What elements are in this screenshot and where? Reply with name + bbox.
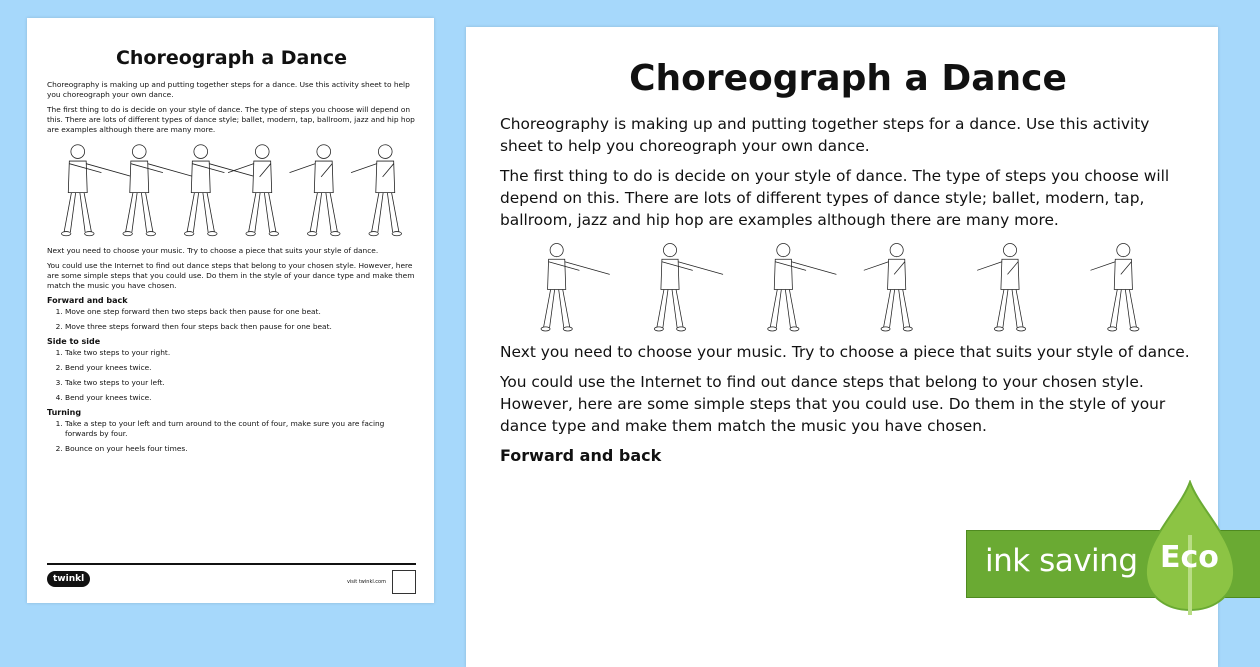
visit-link[interactable]: visit twinkl.com: [346, 579, 386, 585]
step-item: 2. Bend your knees twice.: [65, 363, 416, 373]
thumbnail-page: [27, 18, 434, 603]
twinkl-logo[interactable]: twinkl: [47, 571, 90, 587]
page-title-large: Choreograph a Dance: [629, 58, 1067, 99]
dancer-figure: [61, 145, 133, 236]
dancer-figure: [977, 244, 1026, 331]
section-heading: Forward and back: [47, 296, 128, 305]
dancer-figure: [654, 244, 723, 331]
dancers-illustration: [47, 140, 416, 240]
dancers-illustration-large: [500, 239, 1180, 335]
intro-text: Choreography is making up and putting together steps for a dance. Use this activity sheet to help you choreograph your own dance.: [47, 80, 410, 99]
music-text: Next you need to choose your music. Try to choose a piece that suits your style of dance.: [47, 246, 379, 255]
dancer-figure: [228, 145, 279, 236]
step-item: 4. Bend your knees twice.: [65, 393, 416, 403]
step-item: 1. Take two steps to your right.: [65, 348, 416, 358]
page-title: Choreograph a Dance: [115, 47, 348, 69]
dancer-figure: [351, 145, 402, 236]
section-heading: Turning: [47, 408, 82, 417]
step-item: 3. Take two steps to your left.: [65, 378, 416, 388]
dancer-figure: [1090, 244, 1139, 331]
step-item: 1. Move one step forward then two steps back then pause for one beat.: [65, 307, 416, 317]
page-body-large: [500, 57, 1196, 467]
step-item: 2. Bounce on your heels four times.: [65, 444, 416, 454]
style-text-large: The first thing to do is decide on your style of dance. The type of steps you choose will depend on this. There are lots of different types of dance style; ballet, modern, tap, ballroom, jazz and hip hop are examples although there are many more.: [500, 167, 1170, 229]
internet-text: You could use the Internet to find out dance steps that belong to your chosen style. However, here are some simple steps that you could use. Do them in the style of your dance type and make them match the music you have chosen.: [47, 261, 415, 290]
dancer-figure: [768, 244, 837, 331]
internet-text-large: You could use the Internet to find out dance steps that belong to your chosen style. However, here are some simple steps that you could use. Do them in the style of your dance type and make them match the music you have chosen.: [500, 373, 1166, 435]
dancer-figure: [184, 145, 256, 236]
steps-list: [47, 348, 416, 403]
steps-list: [47, 307, 416, 332]
page-body: [47, 46, 416, 459]
dancer-figure: [290, 145, 341, 236]
dancer-figure: [864, 244, 913, 331]
step-item: 2. Move three steps forward then four steps back then pause for one beat.: [65, 322, 416, 332]
section-heading: Side to side: [47, 337, 101, 346]
steps-list: [47, 419, 416, 454]
section-heading-large: Forward and back: [500, 446, 662, 465]
eco-label: Eco: [1160, 540, 1219, 575]
footer: [47, 563, 416, 585]
badge-icon: [392, 570, 416, 594]
dancer-figure: [123, 145, 195, 236]
music-text-large: Next you need to choose your music. Try to choose a piece that suits your style of dance.: [500, 343, 1190, 361]
intro-text-large: Choreography is making up and putting together steps for a dance. Use this activity sheet to help you choreograph your own dance.: [500, 115, 1150, 155]
step-item: 1. Take a step to your left and turn around to the count of four, make sure you are facing forwards by four.: [65, 419, 416, 439]
style-text: The first thing to do is decide on your style of dance. The type of steps you choose will depend on this. There are lots of different types of dance style; ballet, modern, tap, ballroom, jazz and hip hop are examples although there are many more.: [47, 105, 415, 134]
ink-saving-label: ink saving: [985, 543, 1138, 579]
dancer-figure: [541, 244, 610, 331]
